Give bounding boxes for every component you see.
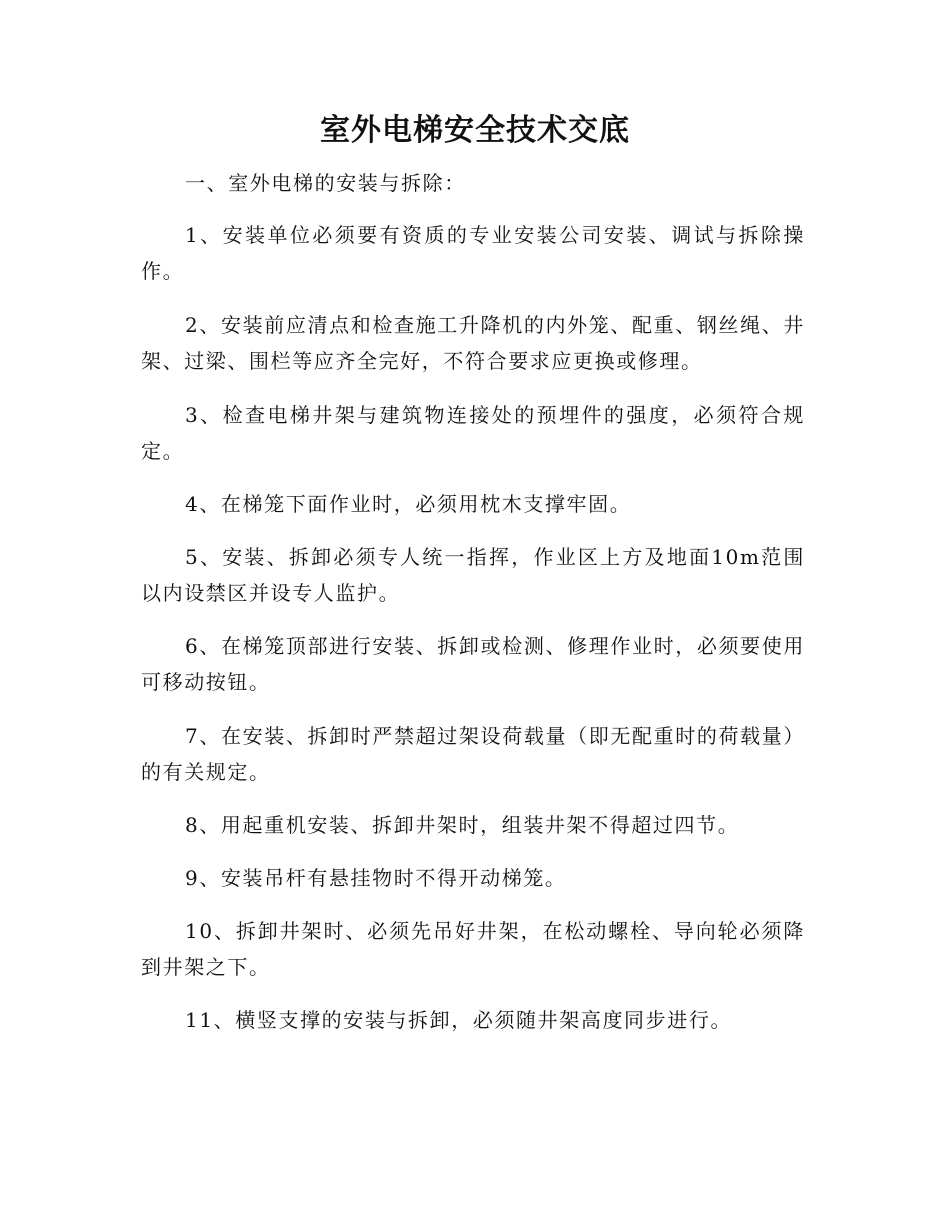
list-item: 8、用起重机安装、拆卸井架时，组装井架不得超过四节。 — [185, 813, 740, 837]
list-item: 2、安装前应清点和检查施工升降机的内外笼、配重、钢丝绳、井架、过梁、围栏等应齐全完好，不符合要求应更换或修理。 — [141, 313, 805, 373]
section-heading: 一、室外电梯的安装与拆除： — [185, 171, 466, 195]
list-item: 10、拆卸井架时、必须先吊好井架，在松动螺栓、导向轮必须降到井架之下。 — [141, 919, 805, 979]
list-item: 9、安装吊杆有悬挂物时不得开动梯笼。 — [185, 866, 567, 890]
list-item: 3、检查电梯井架与建筑物连接处的预埋件的强度，必须符合规定。 — [141, 403, 805, 463]
list-item: 11、横竖支撑的安装与拆卸，必须随井架高度同步进行。 — [185, 1008, 733, 1032]
list-item: 1、安装单位必须要有资质的专业安装公司安装、调试与拆除操作。 — [141, 223, 805, 283]
list-item: 5、安装、拆卸必须专人统一指挥，作业区上方及地面10m范围以内设禁区并设专人监护。 — [141, 545, 805, 605]
list-item: 7、在安装、拆卸时严禁超过架设荷载量（即无配重时的荷载量）的有关规定。 — [141, 724, 805, 784]
list-item: 4、在梯笼下面作业时，必须用枕木支撑牢固。 — [185, 492, 632, 516]
document-title: 室外电梯安全技术交底 — [320, 113, 630, 148]
list-item: 6、在梯笼顶部进行安装、拆卸或检测、修理作业时，必须要使用可移动按钮。 — [141, 634, 805, 694]
